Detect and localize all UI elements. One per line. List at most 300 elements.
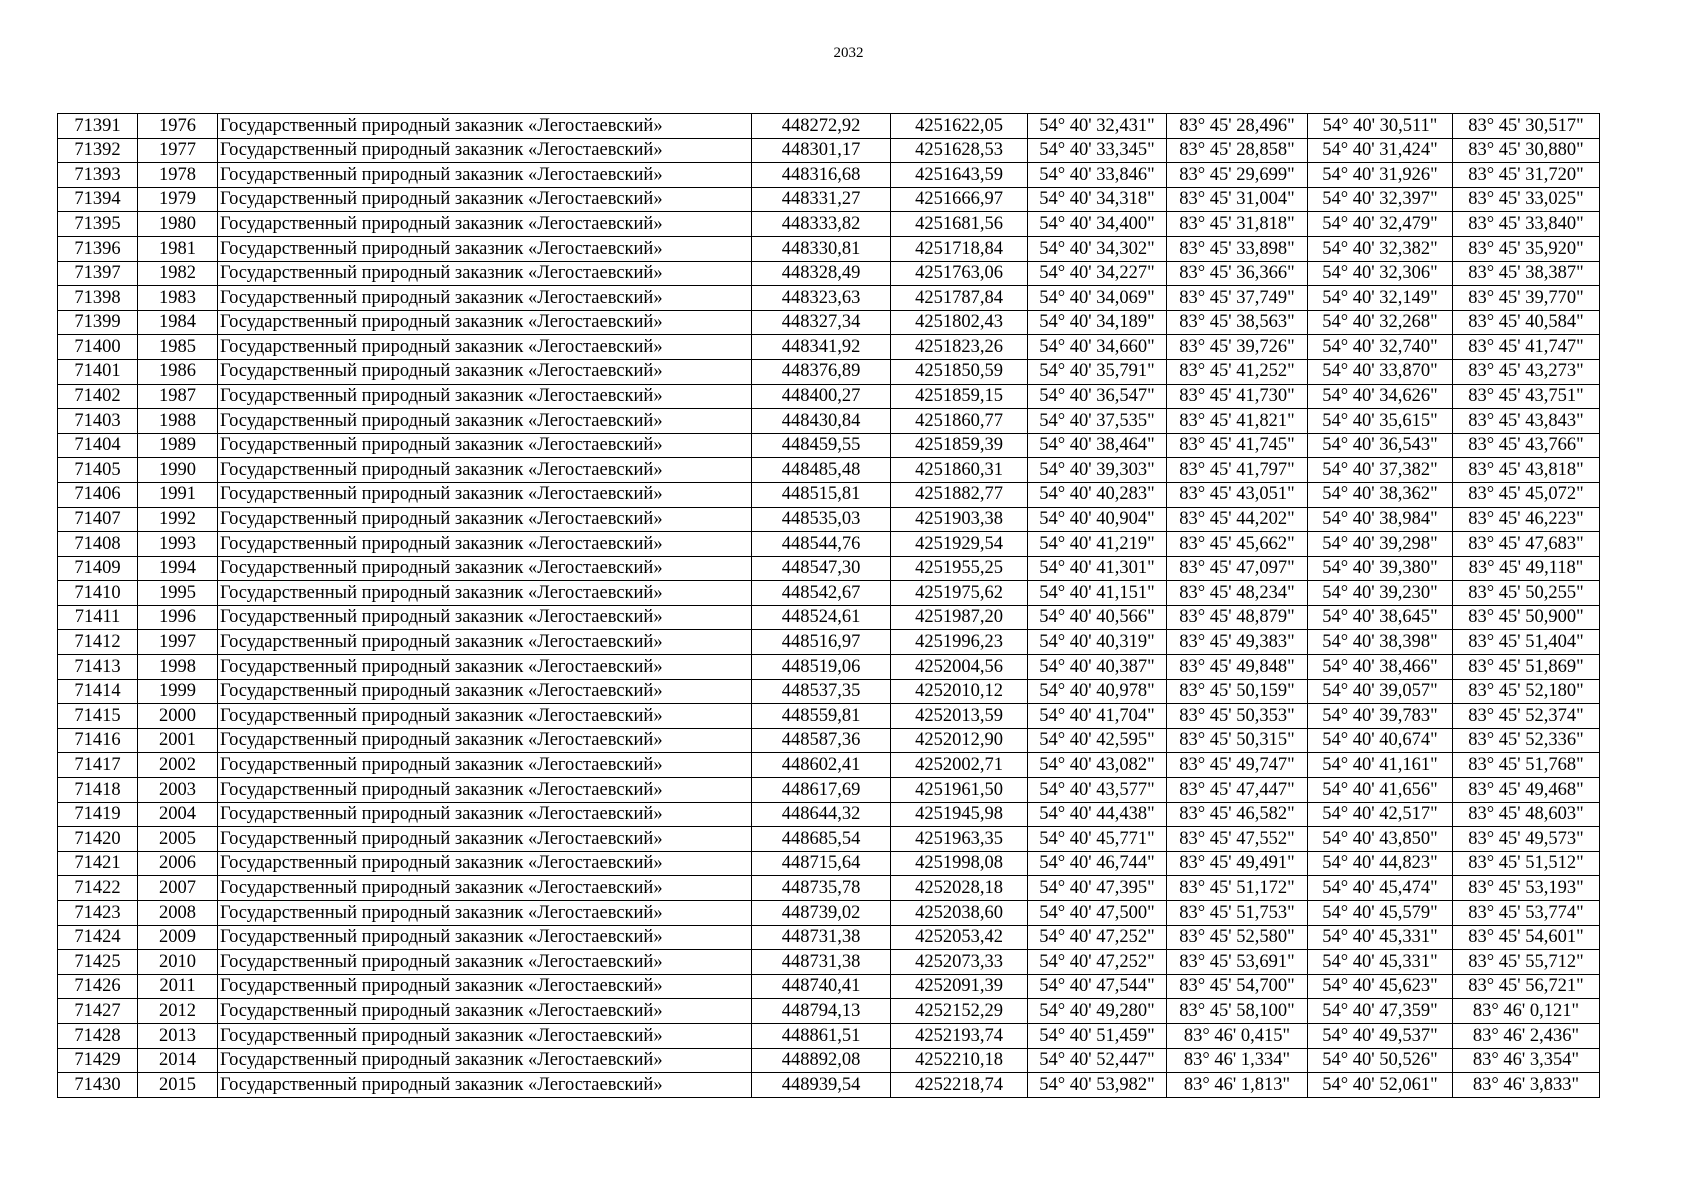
cell-x-coordinate: 448544,76 [752,532,891,557]
cell-y-coordinate: 4251903,38 [891,507,1028,532]
cell-latitude-1: 54° 40' 39,303" [1028,458,1167,483]
cell-longitude-2: 83° 45' 30,517" [1453,114,1600,139]
cell-longitude-1: 83° 45' 37,749" [1167,286,1308,311]
cell-latitude-1: 54° 40' 32,431" [1028,114,1167,139]
cell-zone-name: Государственный природный заказник «Легостаевский» [218,556,752,581]
cell-latitude-2: 54° 40' 32,382" [1308,236,1453,261]
cell-latitude-2: 54° 40' 50,526" [1308,1048,1453,1073]
cell-longitude-1: 83° 45' 54,700" [1167,974,1308,999]
cell-longitude-1: 83° 45' 48,879" [1167,605,1308,630]
cell-latitude-2: 54° 40' 38,466" [1308,655,1453,680]
cell-zone-name: Государственный природный заказник «Легостаевский» [218,778,752,803]
cell-longitude-1: 83° 45' 29,699" [1167,163,1308,188]
cell-longitude-2: 83° 45' 39,770" [1453,286,1600,311]
cell-longitude-2: 83° 45' 53,774" [1453,901,1600,926]
cell-y-coordinate: 4252013,59 [891,704,1028,729]
cell-latitude-2: 54° 40' 32,268" [1308,310,1453,335]
cell-latitude-2: 54° 40' 31,926" [1308,163,1453,188]
cell-row-id: 71404 [58,433,138,458]
cell-latitude-2: 54° 40' 43,850" [1308,827,1453,852]
cell-zone-name: Государственный природный заказник «Легостаевский» [218,138,752,163]
cell-row-id: 71412 [58,630,138,655]
cell-y-coordinate: 4251628,53 [891,138,1028,163]
cell-latitude-1: 54° 40' 47,252" [1028,950,1167,975]
cell-zone-name: Государственный природный заказник «Легостаевский» [218,753,752,778]
cell-latitude-1: 54° 40' 49,280" [1028,999,1167,1024]
cell-latitude-1: 54° 40' 47,252" [1028,925,1167,950]
table-row [58,532,1600,557]
cell-row-id: 71392 [58,138,138,163]
table-row [58,925,1600,950]
cell-zone-name: Государственный природный заказник «Легостаевский» [218,630,752,655]
cell-point-number: 2004 [138,802,218,827]
cell-longitude-1: 83° 45' 47,552" [1167,827,1308,852]
cell-point-number: 2003 [138,778,218,803]
cell-latitude-2: 54° 40' 39,380" [1308,556,1453,581]
cell-point-number: 2013 [138,1023,218,1048]
cell-zone-name: Государственный природный заказник «Легостаевский» [218,901,752,926]
cell-x-coordinate: 448731,38 [752,925,891,950]
cell-latitude-1: 54° 40' 36,547" [1028,384,1167,409]
cell-point-number: 1990 [138,458,218,483]
cell-latitude-2: 54° 40' 39,298" [1308,532,1453,557]
cell-zone-name: Государственный природный заказник «Легостаевский» [218,1048,752,1073]
cell-x-coordinate: 448524,61 [752,605,891,630]
cell-longitude-1: 83° 46' 0,415" [1167,1023,1308,1048]
cell-point-number: 1984 [138,310,218,335]
cell-zone-name: Государственный природный заказник «Легостаевский» [218,581,752,606]
table-row [58,138,1600,163]
cell-row-id: 71422 [58,876,138,901]
cell-row-id: 71406 [58,482,138,507]
cell-zone-name: Государственный природный заказник «Легостаевский» [218,261,752,286]
cell-x-coordinate: 448430,84 [752,409,891,434]
table-row [58,901,1600,926]
cell-point-number: 2000 [138,704,218,729]
cell-latitude-2: 54° 40' 49,537" [1308,1023,1453,1048]
cell-latitude-1: 54° 40' 51,459" [1028,1023,1167,1048]
cell-longitude-2: 83° 45' 30,880" [1453,138,1600,163]
cell-x-coordinate: 448327,34 [752,310,891,335]
table-row [58,433,1600,458]
cell-longitude-2: 83° 45' 51,404" [1453,630,1600,655]
cell-latitude-2: 54° 40' 45,331" [1308,950,1453,975]
cell-y-coordinate: 4251859,39 [891,433,1028,458]
cell-y-coordinate: 4252073,33 [891,950,1028,975]
cell-zone-name: Государственный природный заказник «Легостаевский» [218,876,752,901]
cell-latitude-1: 54° 40' 38,464" [1028,433,1167,458]
table-row [58,359,1600,384]
cell-y-coordinate: 4251945,98 [891,802,1028,827]
cell-zone-name: Государственный природный заказник «Легостаевский» [218,925,752,950]
cell-latitude-1: 54° 40' 40,566" [1028,605,1167,630]
cell-row-id: 71426 [58,974,138,999]
cell-latitude-1: 54° 40' 34,660" [1028,335,1167,360]
cell-y-coordinate: 4252210,18 [891,1048,1028,1073]
table-row [58,950,1600,975]
cell-y-coordinate: 4252053,42 [891,925,1028,950]
cell-longitude-2: 83° 45' 55,712" [1453,950,1600,975]
cell-y-coordinate: 4251860,31 [891,458,1028,483]
cell-row-id: 71393 [58,163,138,188]
table-row [58,704,1600,729]
cell-zone-name: Государственный природный заказник «Легостаевский» [218,433,752,458]
cell-row-id: 71409 [58,556,138,581]
cell-zone-name: Государственный природный заказник «Легостаевский» [218,851,752,876]
cell-point-number: 2009 [138,925,218,950]
cell-longitude-2: 83° 45' 51,768" [1453,753,1600,778]
cell-point-number: 1992 [138,507,218,532]
cell-row-id: 71419 [58,802,138,827]
cell-x-coordinate: 448939,54 [752,1073,891,1098]
cell-latitude-2: 54° 40' 36,543" [1308,433,1453,458]
cell-y-coordinate: 4251963,35 [891,827,1028,852]
cell-row-id: 71417 [58,753,138,778]
cell-latitude-1: 54° 40' 47,500" [1028,901,1167,926]
cell-longitude-2: 83° 45' 52,180" [1453,679,1600,704]
table-row [58,114,1600,139]
table-row [58,974,1600,999]
cell-x-coordinate: 448323,63 [752,286,891,311]
cell-longitude-1: 83° 45' 36,366" [1167,261,1308,286]
table-row [58,753,1600,778]
cell-y-coordinate: 4251961,50 [891,778,1028,803]
cell-zone-name: Государственный природный заказник «Легостаевский» [218,286,752,311]
cell-zone-name: Государственный природный заказник «Легостаевский» [218,802,752,827]
table-row [58,802,1600,827]
coordinates-table [57,113,1600,1098]
cell-latitude-1: 54° 40' 40,319" [1028,630,1167,655]
cell-row-id: 71397 [58,261,138,286]
cell-y-coordinate: 4251998,08 [891,851,1028,876]
cell-longitude-2: 83° 46' 3,354" [1453,1048,1600,1073]
cell-longitude-2: 83° 45' 51,869" [1453,655,1600,680]
cell-longitude-1: 83° 45' 28,858" [1167,138,1308,163]
cell-y-coordinate: 4251787,84 [891,286,1028,311]
cell-longitude-2: 83° 45' 56,721" [1453,974,1600,999]
cell-longitude-2: 83° 46' 0,121" [1453,999,1600,1024]
cell-longitude-2: 83° 45' 49,118" [1453,556,1600,581]
cell-longitude-1: 83° 45' 45,662" [1167,532,1308,557]
cell-latitude-2: 54° 40' 34,626" [1308,384,1453,409]
cell-latitude-2: 54° 40' 37,382" [1308,458,1453,483]
cell-longitude-2: 83° 45' 43,843" [1453,409,1600,434]
cell-latitude-2: 54° 40' 32,397" [1308,187,1453,212]
cell-y-coordinate: 4252012,90 [891,728,1028,753]
cell-latitude-1: 54° 40' 40,387" [1028,655,1167,680]
cell-point-number: 2008 [138,901,218,926]
cell-y-coordinate: 4251850,59 [891,359,1028,384]
table-row [58,999,1600,1024]
cell-row-id: 71423 [58,901,138,926]
cell-longitude-1: 83° 45' 58,100" [1167,999,1308,1024]
cell-y-coordinate: 4251859,15 [891,384,1028,409]
cell-latitude-1: 54° 40' 41,219" [1028,532,1167,557]
table-row [58,507,1600,532]
cell-latitude-1: 54° 40' 52,447" [1028,1048,1167,1073]
cell-longitude-2: 83° 45' 38,387" [1453,261,1600,286]
cell-row-id: 71413 [58,655,138,680]
table-row [58,212,1600,237]
cell-latitude-2: 54° 40' 30,511" [1308,114,1453,139]
cell-latitude-1: 54° 40' 40,283" [1028,482,1167,507]
cell-longitude-1: 83° 45' 53,691" [1167,950,1308,975]
table-row [58,581,1600,606]
cell-point-number: 2010 [138,950,218,975]
cell-row-id: 71407 [58,507,138,532]
cell-longitude-1: 83° 45' 39,726" [1167,335,1308,360]
cell-latitude-1: 54° 40' 34,189" [1028,310,1167,335]
cell-x-coordinate: 448731,38 [752,950,891,975]
cell-point-number: 1995 [138,581,218,606]
cell-longitude-2: 83° 46' 2,436" [1453,1023,1600,1048]
cell-latitude-1: 54° 40' 37,535" [1028,409,1167,434]
cell-zone-name: Государственный природный заказник «Легостаевский» [218,163,752,188]
cell-longitude-1: 83° 45' 41,797" [1167,458,1308,483]
cell-zone-name: Государственный природный заказник «Легостаевский» [218,458,752,483]
cell-longitude-1: 83° 45' 47,097" [1167,556,1308,581]
cell-latitude-1: 54° 40' 34,400" [1028,212,1167,237]
cell-point-number: 1978 [138,163,218,188]
cell-latitude-2: 54° 40' 40,674" [1308,728,1453,753]
cell-point-number: 1989 [138,433,218,458]
cell-longitude-1: 83° 45' 48,234" [1167,581,1308,606]
cell-x-coordinate: 448617,69 [752,778,891,803]
cell-longitude-1: 83° 45' 41,730" [1167,384,1308,409]
cell-longitude-1: 83° 45' 41,821" [1167,409,1308,434]
cell-zone-name: Государственный природный заказник «Легостаевский» [218,655,752,680]
cell-longitude-1: 83° 45' 41,745" [1167,433,1308,458]
cell-longitude-1: 83° 45' 52,580" [1167,925,1308,950]
cell-longitude-2: 83° 45' 35,920" [1453,236,1600,261]
cell-row-id: 71398 [58,286,138,311]
cell-longitude-2: 83° 45' 50,255" [1453,581,1600,606]
cell-latitude-2: 54° 40' 33,870" [1308,359,1453,384]
cell-latitude-1: 54° 40' 34,302" [1028,236,1167,261]
page-number: 2032 [833,45,864,61]
cell-row-id: 71395 [58,212,138,237]
cell-longitude-1: 83° 46' 1,813" [1167,1073,1308,1098]
cell-latitude-2: 54° 40' 38,398" [1308,630,1453,655]
table-row [58,630,1600,655]
cell-x-coordinate: 448519,06 [752,655,891,680]
cell-x-coordinate: 448537,35 [752,679,891,704]
cell-point-number: 1998 [138,655,218,680]
cell-zone-name: Государственный природный заказник «Легостаевский» [218,384,752,409]
cell-latitude-2: 54° 40' 32,740" [1308,335,1453,360]
cell-longitude-2: 83° 45' 49,468" [1453,778,1600,803]
cell-longitude-2: 83° 45' 41,747" [1453,335,1600,360]
cell-latitude-2: 54° 40' 41,656" [1308,778,1453,803]
cell-longitude-1: 83° 45' 51,753" [1167,901,1308,926]
cell-latitude-1: 54° 40' 41,301" [1028,556,1167,581]
cell-longitude-1: 83° 45' 38,563" [1167,310,1308,335]
cell-longitude-2: 83° 45' 43,751" [1453,384,1600,409]
cell-zone-name: Государственный природный заказник «Легостаевский» [218,679,752,704]
cell-row-id: 71425 [58,950,138,975]
cell-x-coordinate: 448685,54 [752,827,891,852]
cell-latitude-1: 54° 40' 34,069" [1028,286,1167,311]
cell-y-coordinate: 4251718,84 [891,236,1028,261]
cell-longitude-2: 83° 45' 54,601" [1453,925,1600,950]
cell-latitude-1: 54° 40' 33,345" [1028,138,1167,163]
cell-point-number: 1980 [138,212,218,237]
cell-y-coordinate: 4251987,20 [891,605,1028,630]
cell-row-id: 71400 [58,335,138,360]
table-row [58,655,1600,680]
cell-x-coordinate: 448535,03 [752,507,891,532]
cell-row-id: 71424 [58,925,138,950]
cell-latitude-2: 54° 40' 45,623" [1308,974,1453,999]
cell-latitude-2: 54° 40' 32,479" [1308,212,1453,237]
cell-longitude-1: 83° 45' 50,159" [1167,679,1308,704]
cell-x-coordinate: 448516,97 [752,630,891,655]
cell-row-id: 71415 [58,704,138,729]
cell-y-coordinate: 4251681,56 [891,212,1028,237]
cell-longitude-1: 83° 45' 51,172" [1167,876,1308,901]
cell-point-number: 2005 [138,827,218,852]
cell-y-coordinate: 4252091,39 [891,974,1028,999]
cell-point-number: 2001 [138,728,218,753]
cell-longitude-1: 83° 45' 49,491" [1167,851,1308,876]
cell-longitude-1: 83° 45' 47,447" [1167,778,1308,803]
cell-x-coordinate: 448794,13 [752,999,891,1024]
cell-latitude-2: 54° 40' 38,362" [1308,482,1453,507]
cell-latitude-2: 54° 40' 45,579" [1308,901,1453,926]
cell-point-number: 1983 [138,286,218,311]
cell-longitude-1: 83° 45' 28,496" [1167,114,1308,139]
cell-x-coordinate: 448459,55 [752,433,891,458]
cell-x-coordinate: 448301,17 [752,138,891,163]
cell-zone-name: Государственный природный заказник «Легостаевский» [218,212,752,237]
cell-longitude-2: 83° 45' 53,193" [1453,876,1600,901]
table-row [58,335,1600,360]
table-row [58,286,1600,311]
cell-row-id: 71414 [58,679,138,704]
cell-point-number: 1997 [138,630,218,655]
cell-row-id: 71391 [58,114,138,139]
cell-zone-name: Государственный природный заказник «Легостаевский» [218,507,752,532]
cell-y-coordinate: 4252028,18 [891,876,1028,901]
table-row [58,778,1600,803]
cell-x-coordinate: 448515,81 [752,482,891,507]
cell-x-coordinate: 448892,08 [752,1048,891,1073]
cell-row-id: 71416 [58,728,138,753]
table-row [58,679,1600,704]
cell-zone-name: Государственный природный заказник «Легостаевский» [218,482,752,507]
cell-x-coordinate: 448328,49 [752,261,891,286]
cell-y-coordinate: 4251763,06 [891,261,1028,286]
cell-longitude-1: 83° 45' 43,051" [1167,482,1308,507]
cell-zone-name: Государственный природный заказник «Легостаевский» [218,704,752,729]
cell-x-coordinate: 448331,27 [752,187,891,212]
cell-x-coordinate: 448715,64 [752,851,891,876]
cell-zone-name: Государственный природный заказник «Легостаевский» [218,409,752,434]
cell-x-coordinate: 448333,82 [752,212,891,237]
table-row [58,1073,1600,1098]
cell-latitude-1: 54° 40' 41,151" [1028,581,1167,606]
cell-zone-name: Государственный природный заказник «Легостаевский» [218,310,752,335]
cell-zone-name: Государственный природный заказник «Легостаевский» [218,236,752,261]
cell-longitude-2: 83° 45' 46,223" [1453,507,1600,532]
table-row [58,851,1600,876]
cell-latitude-1: 54° 40' 46,744" [1028,851,1167,876]
cell-longitude-2: 83° 45' 43,273" [1453,359,1600,384]
cell-longitude-2: 83° 45' 47,683" [1453,532,1600,557]
cell-point-number: 1977 [138,138,218,163]
cell-x-coordinate: 448341,92 [752,335,891,360]
cell-zone-name: Государственный природный заказник «Легостаевский» [218,335,752,360]
cell-longitude-1: 83° 45' 41,252" [1167,359,1308,384]
cell-x-coordinate: 448644,32 [752,802,891,827]
table-row [58,556,1600,581]
cell-point-number: 2015 [138,1073,218,1098]
cell-point-number: 1988 [138,409,218,434]
cell-point-number: 2006 [138,851,218,876]
cell-y-coordinate: 4252218,74 [891,1073,1028,1098]
cell-longitude-1: 83° 45' 46,582" [1167,802,1308,827]
cell-x-coordinate: 448587,36 [752,728,891,753]
table-body [58,114,1600,1098]
cell-row-id: 71429 [58,1048,138,1073]
cell-row-id: 71401 [58,359,138,384]
cell-row-id: 71411 [58,605,138,630]
cell-longitude-2: 83° 46' 3,833" [1453,1073,1600,1098]
table-row [58,827,1600,852]
cell-longitude-2: 83° 45' 50,900" [1453,605,1600,630]
cell-row-id: 71421 [58,851,138,876]
table-row [58,605,1600,630]
cell-y-coordinate: 4252152,29 [891,999,1028,1024]
cell-latitude-2: 54° 40' 38,984" [1308,507,1453,532]
cell-zone-name: Государственный природный заказник «Легостаевский» [218,532,752,557]
cell-longitude-2: 83° 45' 33,025" [1453,187,1600,212]
cell-latitude-2: 54° 40' 52,061" [1308,1073,1453,1098]
table-row [58,261,1600,286]
cell-row-id: 71427 [58,999,138,1024]
table-row [58,458,1600,483]
cell-longitude-2: 83° 45' 52,336" [1453,728,1600,753]
cell-latitude-2: 54° 40' 32,149" [1308,286,1453,311]
cell-longitude-2: 83° 45' 31,720" [1453,163,1600,188]
cell-longitude-1: 83° 45' 50,315" [1167,728,1308,753]
cell-point-number: 2012 [138,999,218,1024]
cell-y-coordinate: 4251860,77 [891,409,1028,434]
cell-point-number: 1999 [138,679,218,704]
cell-latitude-1: 54° 40' 47,395" [1028,876,1167,901]
cell-latitude-1: 54° 40' 45,771" [1028,827,1167,852]
cell-longitude-1: 83° 45' 31,818" [1167,212,1308,237]
table-row [58,236,1600,261]
cell-row-id: 71405 [58,458,138,483]
cell-x-coordinate: 448542,67 [752,581,891,606]
cell-longitude-1: 83° 45' 33,898" [1167,236,1308,261]
cell-row-id: 71396 [58,236,138,261]
cell-point-number: 2002 [138,753,218,778]
cell-row-id: 71428 [58,1023,138,1048]
cell-x-coordinate: 448485,48 [752,458,891,483]
cell-latitude-1: 54° 40' 42,595" [1028,728,1167,753]
cell-y-coordinate: 4252010,12 [891,679,1028,704]
table-row [58,163,1600,188]
cell-point-number: 1996 [138,605,218,630]
cell-y-coordinate: 4251975,62 [891,581,1028,606]
cell-point-number: 1985 [138,335,218,360]
cell-x-coordinate: 448735,78 [752,876,891,901]
cell-point-number: 2011 [138,974,218,999]
table-row [58,876,1600,901]
cell-longitude-2: 83° 45' 43,818" [1453,458,1600,483]
